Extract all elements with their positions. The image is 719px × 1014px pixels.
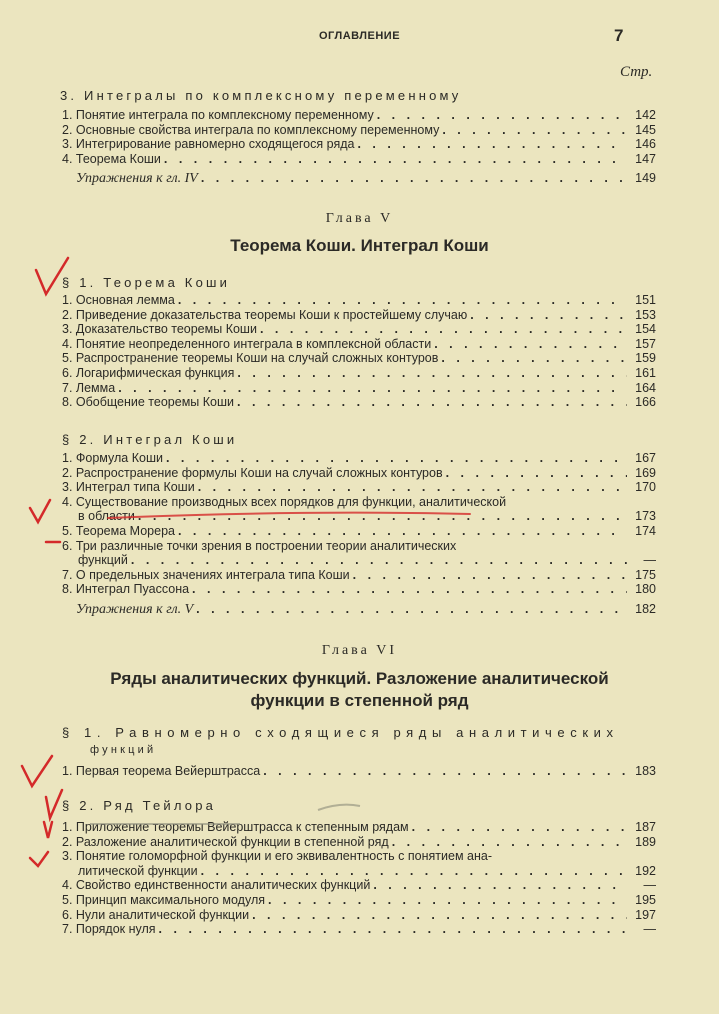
dot-leader — [412, 820, 627, 835]
entry-title: 5. Принцип максимального модуля — [62, 892, 266, 907]
entry-title: 6. Три различные точки зрения в построении теории аналитических — [62, 538, 457, 553]
entry-title: 4. Существование производных всех порядков для функции, аналитической — [62, 494, 507, 509]
strike-mark — [46, 440, 62, 542]
entry-title: 8. Интеграл Пуассона — [62, 582, 190, 597]
chapter-title-line2: функции в степенной ряд — [250, 691, 469, 710]
toc-entry — [62, 764, 656, 779]
entry-page: — — [643, 922, 656, 937]
entry-page: 182 — [635, 601, 656, 616]
entry-page: 189 — [635, 834, 656, 849]
toc-entry-line — [62, 381, 656, 396]
entry-page: 159 — [635, 351, 656, 366]
toc-entry-line — [62, 322, 656, 337]
entry-title: 4. Теорема Коши — [62, 151, 161, 166]
toc-entry-line — [62, 568, 656, 583]
entry-title: 4. Свойство единственности аналитических функций — [62, 878, 371, 893]
dot-leader — [196, 602, 627, 617]
toc-list — [62, 293, 656, 410]
dot-leader — [201, 864, 627, 879]
toc-entry — [62, 582, 656, 597]
checkmark-icon — [46, 790, 62, 818]
dot-leader — [192, 582, 627, 597]
checkmark-icon — [30, 500, 50, 522]
toc-entry-line — [62, 108, 656, 123]
toc-entry — [62, 395, 656, 410]
section-heading: § 1. Теорема Коши — [62, 275, 231, 290]
entry-title: литической функции — [78, 863, 198, 878]
dot-leader — [260, 322, 627, 337]
entry-title: 7. О предельных значениях интеграла типа Коши — [62, 567, 350, 582]
toc-entry-line — [62, 553, 656, 568]
entry-page: 192 — [635, 863, 656, 878]
toc-entry-line — [62, 509, 656, 524]
exercises-entry — [62, 171, 656, 187]
entry-page: 166 — [635, 395, 656, 410]
toc-list — [62, 820, 656, 937]
dot-leader — [198, 480, 627, 495]
entry-title: 2. Приведение доказательства теоремы Коши к простейшему случаю — [62, 307, 468, 322]
exercises-title: Упражнения к гл. IV — [76, 171, 198, 187]
toc-entry-line — [62, 582, 656, 597]
dot-leader — [392, 835, 627, 850]
dot-leader — [164, 152, 627, 167]
entry-page: 157 — [635, 336, 656, 351]
dot-leader — [377, 108, 627, 123]
toc-entry-line — [62, 395, 656, 410]
chapter-title: Теорема Коши. Интеграл Коши — [230, 236, 489, 255]
entry-title: в области — [78, 509, 135, 524]
toc-entry — [62, 351, 656, 366]
entry-page: 173 — [635, 509, 656, 524]
entry-page: 149 — [635, 171, 656, 186]
entry-page: 154 — [635, 322, 656, 337]
checkmark-icon — [30, 852, 48, 866]
toc-entry-line — [62, 351, 656, 366]
entry-title: 3. Понятие голоморфной функции и его эквивалентность с понятием ана- — [62, 849, 492, 864]
toc-entry — [62, 308, 656, 323]
toc-entry-line — [62, 152, 656, 167]
entry-page: 175 — [635, 567, 656, 582]
toc-entry-line — [62, 908, 656, 923]
section-heading: § 2. Интеграл Коши — [62, 432, 238, 447]
toc-entry — [62, 922, 656, 937]
toc-entry-line — [62, 835, 656, 850]
dot-leader — [357, 137, 627, 152]
entry-title: 2. Разложение аналитической функции в степенной ряд — [62, 834, 389, 849]
toc-entry — [62, 466, 656, 481]
chapter-label: Глава V — [325, 211, 394, 226]
entry-title: 6. Логарифмическая функция — [62, 365, 235, 380]
toc-entry-line — [62, 524, 656, 539]
entry-page: 161 — [635, 365, 656, 380]
toc-entry-line — [62, 539, 656, 554]
toc-entry — [62, 480, 656, 495]
entry-page: 183 — [635, 764, 656, 778]
toc-entry-line — [62, 480, 656, 495]
exercises-title: Упражнения к гл. V — [76, 601, 194, 617]
pencil-stroke — [318, 805, 360, 810]
entry-page: 167 — [635, 451, 656, 465]
toc-entry-line — [62, 308, 656, 323]
chapter-label: Глава VI — [321, 643, 398, 658]
toc-entry-line — [62, 864, 656, 879]
entry-page: 180 — [635, 582, 656, 597]
toc-entry — [62, 524, 656, 539]
page-column-label: Стр. — [620, 64, 653, 80]
entry-page: — — [643, 553, 656, 568]
dot-leader — [353, 568, 627, 583]
entry-title: 1. Основная лемма — [62, 293, 175, 307]
dot-leader — [268, 893, 627, 908]
toc-entry — [62, 366, 656, 381]
toc-entry-line — [62, 466, 656, 481]
section-heading-line2: функций — [90, 744, 157, 756]
toc-entry-line — [62, 820, 656, 835]
toc-entry-line — [62, 137, 656, 152]
dot-leader — [263, 764, 627, 779]
toc-entry-line — [62, 878, 656, 893]
toc-entry-line — [62, 337, 656, 352]
entry-title: 3. Доказательство теоремы Коши — [62, 322, 257, 337]
dot-leader — [441, 351, 627, 366]
entry-title: 3. Интеграл типа Коши — [62, 480, 195, 495]
toc-entry-line — [62, 764, 656, 779]
dot-leader — [373, 878, 627, 893]
entry-title: 5. Распространение теоремы Коши на случай сложных контуров — [62, 351, 439, 366]
entry-title: 1. Приложение теоремы Вейерштрасса к степенным рядам — [62, 820, 409, 834]
entry-page: 142 — [635, 108, 656, 122]
dot-leader — [178, 293, 627, 308]
toc-entry — [62, 835, 656, 850]
entry-page: 151 — [635, 293, 656, 307]
toc-entry — [62, 322, 656, 337]
entry-page: 169 — [635, 465, 656, 480]
toc-entry-line — [62, 893, 656, 908]
entry-title: функций — [78, 553, 128, 568]
toc-entry-line — [62, 123, 656, 138]
toc-entry-line — [62, 849, 656, 864]
exercises-entry — [62, 602, 656, 618]
entry-title: 8. Обобщение теоремы Коши — [62, 395, 234, 410]
toc-entry-line — [62, 922, 656, 937]
dot-leader — [159, 922, 627, 937]
page-number: 7 — [614, 26, 624, 45]
entry-page: 146 — [635, 137, 656, 152]
toc-list — [62, 108, 656, 187]
toc-entry — [62, 108, 656, 123]
entry-title: 2. Основные свойства интеграла по комплексному переменному — [62, 122, 440, 137]
entry-title: 7. Порядок нуля — [62, 922, 156, 937]
dot-leader — [434, 337, 627, 352]
entry-page: 195 — [635, 892, 656, 907]
entry-page: — — [643, 878, 656, 893]
toc-entry — [62, 451, 656, 466]
toc-entry-line — [62, 495, 656, 510]
entry-page: 147 — [635, 151, 656, 166]
entry-page: 174 — [635, 523, 656, 538]
chapter-title: Ряды аналитических функций. Разложение аналитической — [110, 669, 609, 688]
entry-title: 7. Лемма — [62, 380, 116, 395]
toc-entry — [62, 820, 656, 835]
toc-entry — [62, 337, 656, 352]
dot-leader — [118, 381, 627, 396]
entry-page: 145 — [635, 122, 656, 137]
entry-title: 5. Теорема Морера — [62, 523, 175, 538]
entry-page: 187 — [635, 820, 656, 834]
toc-list — [62, 451, 656, 618]
toc-entry — [62, 849, 656, 878]
entry-page: 164 — [635, 380, 656, 395]
toc-entry — [62, 539, 656, 568]
toc-list — [62, 764, 656, 779]
entry-title: 1. Понятие интеграла по комплексному переменному — [62, 108, 374, 122]
dot-leader — [138, 509, 627, 524]
entry-title: 1. Первая теорема Вейерштрасса — [62, 764, 261, 778]
dot-leader — [166, 451, 627, 466]
dot-leader — [178, 524, 627, 539]
dot-leader — [446, 466, 627, 481]
toc-entry — [62, 568, 656, 583]
toc-entry-line — [62, 451, 656, 466]
dot-leader — [252, 908, 627, 923]
entry-title: 3. Интегрирование равномерно сходящегося ряда — [62, 137, 355, 152]
section-heading: 3. Интегралы по комплексному переменному — [60, 88, 462, 103]
toc-entry — [62, 123, 656, 138]
entry-page: 197 — [635, 907, 656, 922]
dot-leader — [237, 366, 627, 381]
entry-title: 6. Нули аналитической функции — [62, 907, 250, 922]
toc-entry — [62, 893, 656, 908]
toc-entry — [62, 293, 656, 308]
entry-title: 4. Понятие неопределенного интеграла в комплексной области — [62, 336, 432, 351]
entry-page: 153 — [635, 307, 656, 322]
entry-page: 170 — [635, 480, 656, 495]
toc-entry — [62, 381, 656, 396]
dot-leader — [131, 553, 627, 568]
toc-entry-line — [62, 366, 656, 381]
dot-leader — [201, 171, 627, 186]
checkmark-icon — [22, 756, 52, 786]
toc-entry-line — [62, 293, 656, 308]
toc-entry — [62, 152, 656, 167]
section-heading: § 2. Ряд Тейлора — [62, 798, 217, 813]
dot-leader — [237, 395, 627, 410]
toc-entry — [62, 908, 656, 923]
section-heading: § 1. Равномерно сходящиеся ряды аналитических — [62, 725, 619, 740]
running-header: ОГЛАВЛЕНИЕ — [318, 30, 401, 42]
toc-entry — [62, 495, 656, 524]
entry-title: 1. Формула Коши — [62, 451, 163, 465]
toc-entry — [62, 137, 656, 152]
checkmark-icon — [44, 822, 52, 838]
dot-leader — [442, 123, 627, 138]
entry-title: 2. Распространение формулы Коши на случай сложных контуров — [62, 465, 443, 480]
dot-leader — [470, 308, 627, 323]
toc-entry — [62, 878, 656, 893]
